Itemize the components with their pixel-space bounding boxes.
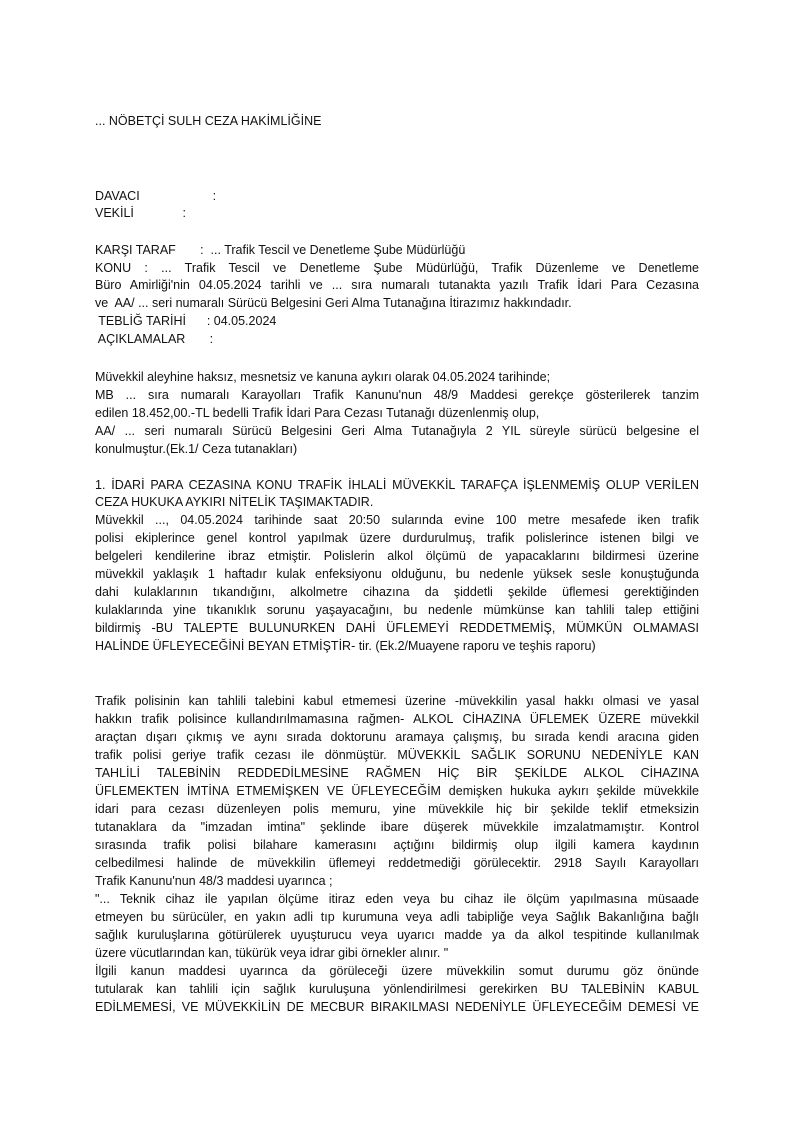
court-heading: ... NÖBETÇİ SULH CEZA HAKİMLİĞİNE xyxy=(95,114,322,128)
paragraph-line: edilen 18.452,00.-TL bedelli Trafik İdari Para Cezası Tutanağı düzenlenmiş olup, xyxy=(95,406,540,420)
konu-line: Büro Amirliği'nin 04.05.2024 tarihli ve ... sıra numaralı tutanakta yazılı Trafik İdari Para Cezasına xyxy=(95,278,699,292)
section-heading: 1. İDARİ PARA CEZASINA KONU TRAFİK İHLALİ MÜVEKKİL TARAFÇA İŞLENMEMİŞ OLUP VERİLEN xyxy=(95,478,699,492)
paragraph-line: celbedilmesi halinde de müvekkilin üflemeyi reddetmediği görülecektir. 2918 Sayılı Karayolları xyxy=(95,856,699,870)
teblig-tarihi-line: TEBLİĞ TARİHİ : 04.05.2024 xyxy=(95,314,277,328)
quote-line: "... Teknik cihaz ile yapılan ölçüme itiraz eden veya bu cihaz ile ölçüm yapılmasına müsaade xyxy=(95,892,699,906)
paragraph-line: belgeleri kendilerine ibraz etmiştir. Polislerin alkol ölçümü de yapacaklarını bildirmesi üzerine xyxy=(95,549,699,563)
quote-line: etmeyen bu sürücüler, en yakın adli tıp kurumuna veya adli tabipliğe veya Sağlık Bakanlığına bağlı xyxy=(95,910,699,924)
paragraph-line: EDİLMEMESİ, VE MÜVEKKİLİN DE MECBUR BIRAKILMASI NEDENİYLE ÜFLEYECEĞİM DEMESİ VE xyxy=(95,1000,699,1014)
section-heading: CEZA HUKUKA AYKIRI NİTELİK TAŞIMAKTADIR. xyxy=(95,495,374,509)
paragraph-line: Trafik polisinin kan tahlili talebini kabul etmemesi üzerine -müvekkilin yasal hakkı olmasi ve yasal xyxy=(95,694,699,708)
paragraph-line: HALİNDE ÜFLEYECEĞİNİ BEYAN ETMİŞTİR- tir. (Ek.2/Muayene raporu ve teşhis raporu) xyxy=(95,639,596,653)
vekili-line: VEKİLİ : xyxy=(95,206,187,220)
paragraph-line: müvekkil yaklaşık 1 haftadır kulak enfeksiyonu olduğunu, bu nedenle yüksek sesle konuştuğunda xyxy=(95,567,699,581)
paragraph-line: ÜFLEMEKTEN İMTİNA ETMEMİŞKEN VE ÜFLEYECEĞİM demişken hukuka aykırı şekilde müvekkile xyxy=(95,784,699,798)
paragraph-line: hakkın trafik polisince kullandırılmamasına rağmen- ALKOL CİHAZINA ÜFLEMEK ÜZERE müvekkil xyxy=(95,712,699,726)
paragraph-line: Müvekkil ..., 04.05.2024 tarihinde saat 20:50 sularında evine 100 metre mesafede iken trafik xyxy=(95,513,699,527)
paragraph-line: konulmuştur.(Ek.1/ Ceza tutanakları) xyxy=(95,442,298,456)
paragraph-line: MB ... sıra numaralı Karayolları Trafik Kanunu'nun 48/9 Maddesi gerekçe gösterilerek tanzim xyxy=(95,388,699,402)
paragraph-line: Trafik Kanunu'nun 48/3 maddesi uyarınca ; xyxy=(95,874,333,888)
karsi-taraf-line: KARŞI TARAF : ... Trafik Tescil ve Denetleme Şube Müdürlüğü xyxy=(95,243,466,257)
paragraph-line: tutanaklara da "imzadan imtina" şeklinde ibare düşerek müvekkile imzalatmamıştır. Kontrol xyxy=(95,820,699,834)
paragraph-line: polisi ekiplerince genel kontrol yapılmak üzere durdurulmuş, trafik polislerince istenen bilgi ve xyxy=(95,531,699,545)
paragraph-line: İlgili kanun maddesi uyarınca da görüleceği üzere müvekkilin somut durumu göz önünde xyxy=(95,964,699,978)
quote-line: üzere vücutlarından kan, tükürük veya idrar gibi örnekler alınır. " xyxy=(95,946,449,960)
paragraph-line: araçtan dışarı çıkmış ve aynı sırada doktorunu aramaya çalışmış, bu sırada kendi aracına giden xyxy=(95,730,699,744)
paragraph-line: idari para cezası düzenleyen polis memuru, yine müvekkile hiç bir şekilde teklif etmeksizin xyxy=(95,802,699,816)
paragraph-line: Müvekkil aleyhine haksız, mesnetsiz ve kanuna aykırı olarak 04.05.2024 tarihinde; xyxy=(95,370,551,384)
paragraph-line: dahi kulaklarının tıkandığını, alkolmetre cihazına da şiddetli şekilde üflemesi gerektiğinden xyxy=(95,585,699,599)
paragraph-line: tutularak kan tahlili için sağlık kuruluşuna yönlendirilmesi gerekirken BU TALEBİNİN KABUL xyxy=(95,982,699,996)
paragraph-line: sırasında trafik polisi bilahare kamerasını açtığını bildirmiş olup ilgili kamera kaydının xyxy=(95,838,699,852)
davaci-line: DAVACI : xyxy=(95,189,217,203)
paragraph-line: AA/ ... seri numaralı Sürücü Belgesini Geri Alma Tutanağıyla 2 YIL süreyle sürücü belgesine el xyxy=(95,424,699,438)
paragraph-line: trafik polisi geriye trafik cezası ile dönmüştür. MÜVEKKİL SAĞLIK SORUNU NEDENİYLE KAN xyxy=(95,748,699,762)
konu-line: ve AA/ ... seri numaralı Sürücü Belgesini Geri Alma Tutanağına İtirazımız hakkındadır. xyxy=(95,296,572,310)
paragraph-line: TAHLİLİ TALEBİNİN REDDEDİLMESİNE RAĞMEN HİÇ BİR ŞEKİLDE ALKOL CİHAZINA xyxy=(95,766,699,780)
paragraph-line: kulaklarında yine tıkanıklık sorunu yaşayacağını, bu nedenle mümkünse kan tahlili talep ettiğini xyxy=(95,603,699,617)
konu-line: KONU : ... Trafik Tescil ve Denetleme Şube Müdürlüğü, Trafik Düzenleme ve Denetleme xyxy=(95,261,699,275)
aciklamalar-line: AÇIKLAMALAR : xyxy=(95,332,214,346)
paragraph-line: bildirmiş -BU TALEPTE BULUNURKEN DAHİ ÜFLEMEYİ REDDETMEMİŞ, MÜMKÜN OLMAMASI xyxy=(95,621,699,635)
quote-line: sağlık kuruluşlarına götürülerek uyuşturucu veya uyarıcı madde ya da alkol tespitinde kullanılmak xyxy=(95,928,699,942)
